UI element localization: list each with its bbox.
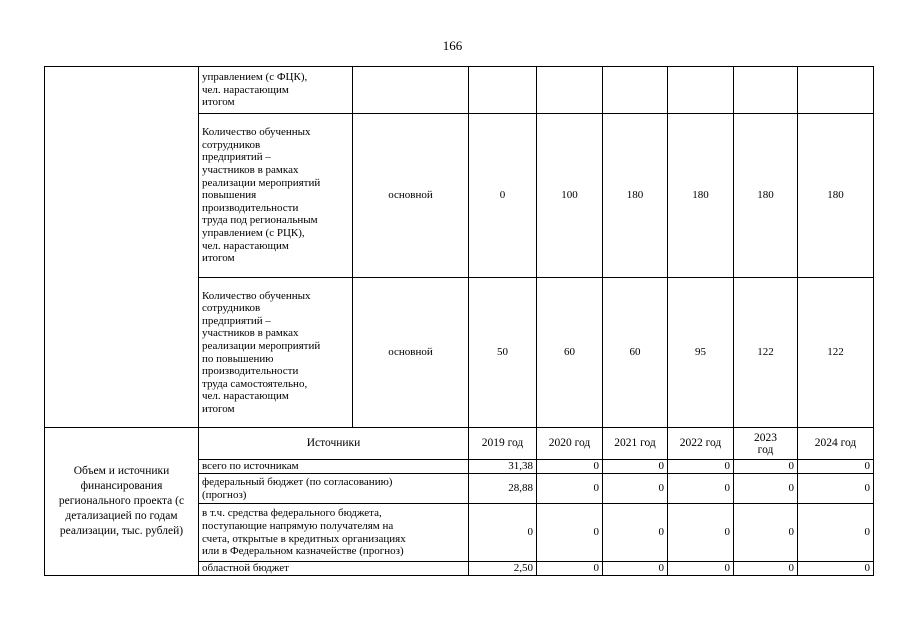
text-line: управлением (с ФЦК),	[202, 71, 308, 84]
source-name	[199, 460, 469, 474]
indicator-cell	[199, 67, 353, 114]
value-2021: 60	[603, 278, 668, 428]
indicator-type: основной	[353, 278, 469, 428]
page-number: 166	[442, 38, 463, 53]
text-line: (прогноз)	[202, 488, 247, 501]
amount-2024: 0	[798, 474, 874, 504]
text-line: Количество обученных	[202, 126, 311, 139]
amount-2023: 0	[734, 474, 798, 504]
text-line: в т.ч. средства федерального бюджета,	[202, 507, 382, 520]
amount-2019: 2,50	[469, 562, 537, 576]
indicator-type: основной	[353, 114, 469, 278]
text-line: реализации мероприятий	[202, 339, 321, 352]
text-line: чел. нарастающим	[202, 83, 289, 96]
value-2020	[537, 67, 603, 114]
amount-2021: 0	[603, 460, 668, 474]
finance-label	[45, 428, 199, 576]
value-2020: 60	[537, 278, 603, 428]
year-header-2020: 2020 год	[537, 428, 603, 460]
text-line: счета, открытые в кредитных организациях	[202, 532, 406, 545]
text-line: предприятий –	[202, 151, 271, 164]
amount-2021: 0	[603, 474, 668, 504]
year-header-2019: 2019 год	[469, 428, 537, 460]
indicator-type	[353, 67, 469, 114]
value-2021: 180	[603, 114, 668, 278]
amount-2023: 0	[734, 562, 798, 576]
text-line: финансирования	[80, 480, 163, 492]
value-2021	[603, 67, 668, 114]
blank-left-cell	[45, 67, 199, 428]
text-line: итогом	[202, 252, 235, 265]
value-2019: 50	[469, 278, 537, 428]
year-header-2022: 2022 год	[668, 428, 734, 460]
value-2023: 180	[734, 114, 798, 278]
value-2024: 180	[798, 114, 874, 278]
year-header-2024: 2024 год	[798, 428, 874, 460]
amount-2022: 0	[668, 562, 734, 576]
amount-2019: 28,88	[469, 474, 537, 504]
text-line: повышения	[202, 189, 257, 202]
text-line: чел. нарастающим	[202, 390, 289, 403]
text-line: итогом	[202, 96, 235, 109]
text-line: сотрудников	[202, 302, 261, 315]
source-name	[199, 504, 469, 562]
table-row	[45, 67, 874, 114]
sources-header: Источники	[199, 428, 469, 460]
text-line: областной бюджет	[202, 562, 289, 575]
text-line: производительности	[202, 201, 299, 214]
text-line: итогом	[202, 402, 235, 415]
text-line: федеральный бюджет (по согласованию)	[202, 475, 393, 488]
text-line: поступающие напрямую получателям на	[202, 519, 394, 532]
text-line: всего по источникам	[202, 460, 299, 473]
text-line: реализации, тыс. рублей)	[59, 525, 184, 537]
text-line: или в Федеральном казначействе (прогноз)	[202, 545, 404, 558]
text-line: Количество обученных	[202, 289, 311, 302]
amount-2024: 0	[798, 504, 874, 562]
text-line: производительности	[202, 365, 299, 378]
value-2023: 122	[734, 278, 798, 428]
text-line: Объем и источники	[73, 465, 170, 477]
source-name	[199, 474, 469, 504]
indicator-cell	[199, 278, 353, 428]
text-line: детализацией по годам	[65, 510, 178, 522]
amount-2020: 0	[537, 474, 603, 504]
text-line: участников в рамках	[202, 327, 299, 340]
amount-2024: 0	[798, 562, 874, 576]
year-header-2023: 2023 год	[734, 428, 798, 460]
value-2024	[798, 67, 874, 114]
text-line: реализации мероприятий	[202, 176, 321, 189]
source-name	[199, 562, 469, 576]
text-line: предприятий –	[202, 314, 271, 327]
amount-2024: 0	[798, 460, 874, 474]
text-line: сотрудников	[202, 138, 261, 151]
text-line: участников в рамках	[202, 164, 299, 177]
value-2020: 100	[537, 114, 603, 278]
text-line: чел. нарастающим	[202, 239, 289, 252]
value-2019: 0	[469, 114, 537, 278]
project-table	[44, 66, 874, 576]
amount-2023: 0	[734, 460, 798, 474]
amount-2021: 0	[603, 562, 668, 576]
value-2022	[668, 67, 734, 114]
amount-2021: 0	[603, 504, 668, 562]
amount-2020: 0	[537, 504, 603, 562]
amount-2022: 0	[668, 460, 734, 474]
amount-2019: 31,38	[469, 460, 537, 474]
value-2022: 95	[668, 278, 734, 428]
text-line: управлением (с РЦК),	[202, 226, 305, 239]
amount-2022: 0	[668, 504, 734, 562]
value-2022: 180	[668, 114, 734, 278]
amount-2019: 0	[469, 504, 537, 562]
amount-2020: 0	[537, 460, 603, 474]
amount-2020: 0	[537, 562, 603, 576]
year-header-2021: 2021 год	[603, 428, 668, 460]
amount-2022: 0	[668, 474, 734, 504]
finance-header-row	[45, 428, 874, 460]
text-line: труда под региональным	[202, 214, 318, 227]
value-2024: 122	[798, 278, 874, 428]
value-2023	[734, 67, 798, 114]
text-line: труда самостоятельно,	[202, 377, 308, 390]
indicator-cell	[199, 114, 353, 278]
amount-2023: 0	[734, 504, 798, 562]
text-line: регионального проекта (с	[58, 495, 185, 507]
value-2019	[469, 67, 537, 114]
text-line: по повышению	[202, 352, 274, 365]
